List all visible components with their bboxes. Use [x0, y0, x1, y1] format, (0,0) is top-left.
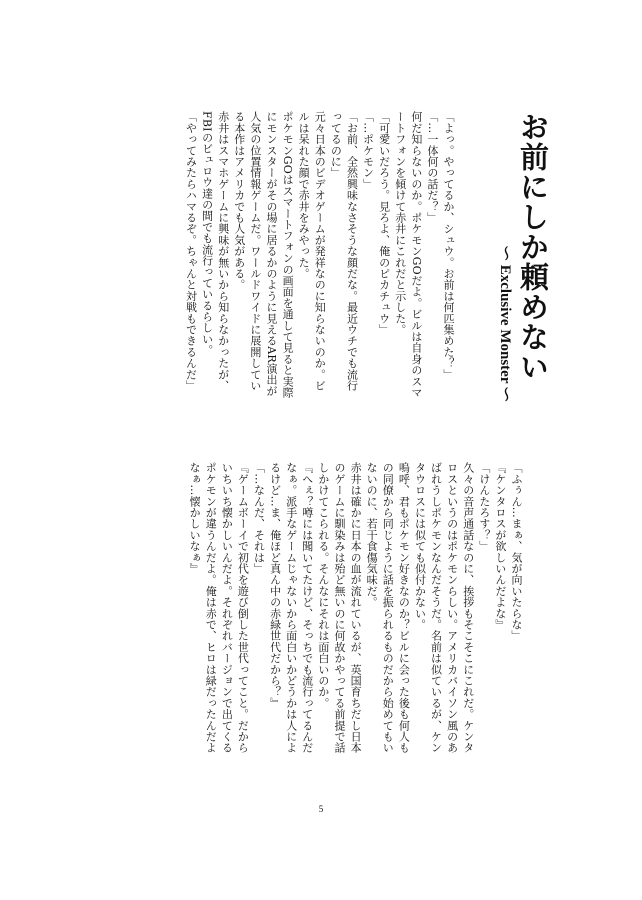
paragraph: 「ふぅん…まぁ、気が向いたらな」: [510, 462, 523, 642]
paragraph: 「…一体何の話だ？」: [425, 111, 439, 223]
paragraph: ポケモンGOはスマートフォンの画面を通して見ると実際にモンスターがその場に居るかのように見えるAR演出が人気の位置情報ゲームだ。ワールドワイドに展開している本作はアメリカでも人気がある。: [232, 111, 295, 399]
page-number: 5: [318, 804, 324, 814]
paragraph: 「可愛いだろう。見ろよ、俺のピカチュウ」: [377, 111, 391, 335]
paragraph: 「…ポケモン」: [361, 111, 375, 190]
paragraph: 嗚呼、君もポケモン好きなのか？ビルに会った後も何人もの同僚から同じように話を振られるものだから始めてもいないのに、若干食傷気味だ。: [365, 462, 411, 754]
paragraph: 『ゲームボーイで初代を遊び倒した世代ってこと。だからいちいち懐かしいんだよ。それぞれバージョンで出てくるポケモンが違うんだよ。俺は赤で、ヒロは緑だったんだよなぁ…懐かしいなぁ』: [188, 462, 250, 754]
story-subtitle: ～ Exclusive Monster ～: [497, 246, 513, 402]
paragraph: 赤井は確かに日本の血が流れているが、英国育ちだし日本のゲームに馴染みは殆ど無いのに何故かやってる前提で話しかけてこられる。そんなにそれは面白いのか。: [316, 462, 363, 754]
paragraph: 久々の音声通話なのに、挨拶もそこそこにこれだ。ケンタロスというのはポケモンらしい。アメリカバイソン風のあばれうしポケモンなんだそうだ。名前は似ているが、ケンタウロスには似ても似付かない。: [413, 462, 475, 754]
lower-text-column: [92, 462, 524, 762]
story-title: お前にしか頼めない: [516, 112, 550, 382]
paragraph: 「お前、全然興味なさそうな顔だな。最近ウチでも流行ってるのに」: [329, 111, 359, 391]
title-block: [488, 112, 550, 412]
paragraph: 『ケンタロスが欲しいんだよな』: [493, 462, 507, 630]
paragraph: 「…なんだ、それは」: [252, 462, 266, 574]
paragraph: 「よっ。やってるか、シュウ。お前は何匹集めた？」: [442, 111, 455, 380]
paragraph: 元々日本のビデオゲームが発祥なのに知らないのか。ビルは呆れた顔で赤井をみやった。: [297, 111, 327, 391]
paragraph: 『へぇ？噂には聞いてたけど、そっちでも流行ってるんだなぁ。派手なゲームじゃないから面白いかどうかは人によるけど…ま、俺ほど真ん中の赤緑世代だから？』: [268, 462, 314, 754]
paragraph: 何だ知らないのか。ポケモンGOだよ。ビルは自身のスマートフォンを傾けて赤井にこれだと示した。: [393, 111, 423, 399]
paragraph: 「やってみたらハマるぞ。ちゃんと対戦もできるんだ」: [184, 111, 198, 391]
paragraph: 赤井はスマホゲームに興味が無いから知らなかったが、FBIのビュロウ達の間でも流行っているらしい。: [200, 111, 230, 391]
upper-text-column: [114, 111, 456, 401]
paragraph: 「けんたろす？」: [477, 462, 491, 552]
